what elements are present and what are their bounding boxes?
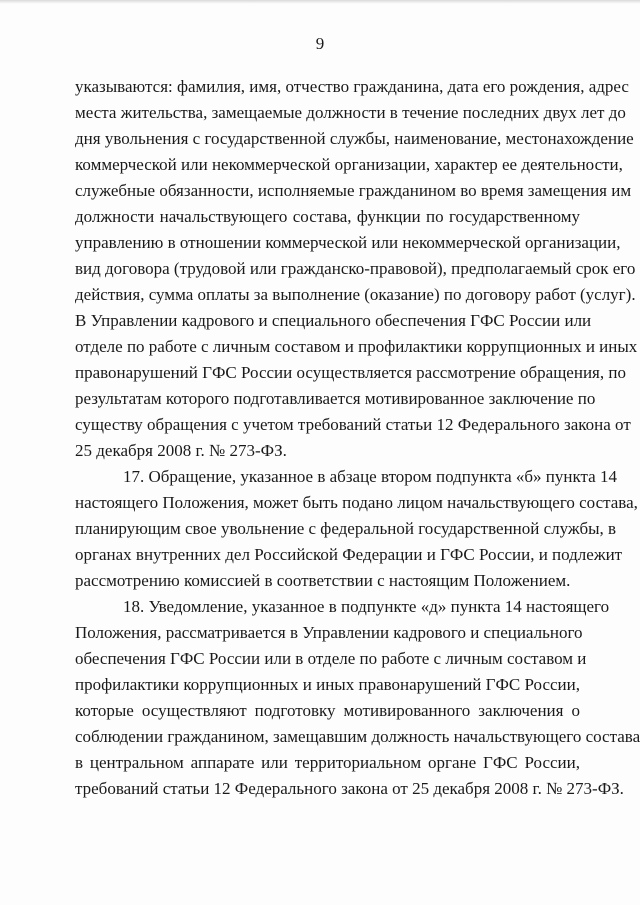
page-top-edge bbox=[0, 0, 640, 4]
text-line: в центральном аппарате или территориальном органе ГФС России, bbox=[75, 753, 580, 772]
text-line: вид договора (трудовой или гражданско-правовой), предполагаемый срок его bbox=[75, 259, 636, 278]
text-line: Положения, рассматривается в Управлении кадрового и специального bbox=[75, 623, 583, 642]
text-line: 17. Обращение, указанное в абзаце втором подпункта «б» пункта 14 bbox=[123, 467, 617, 486]
text-line: органах внутренних дел Российской Федерации и ГФС России, и подлежит bbox=[75, 545, 623, 564]
text-line: правонарушений ГФС России осуществляется рассмотрение обращения, по bbox=[75, 363, 626, 382]
text-line: которые осуществляют подготовку мотивированного заключения о bbox=[75, 701, 580, 720]
document-body bbox=[75, 74, 640, 802]
text-line: 25 декабря 2008 г. № 273-ФЗ. bbox=[75, 441, 287, 460]
text-line: действия, сумма оплаты за выполнение (оказание) по договору работ (услуг). bbox=[75, 285, 636, 304]
text-line: настоящего Положения, может быть подано лицом начальствующего состава, bbox=[75, 493, 638, 512]
text-line: рассмотрению комиссией в соответствии с настоящим Положением. bbox=[75, 571, 571, 590]
text-line: места жительства, замещаемые должности в течение последних двух лет до bbox=[75, 103, 626, 122]
text-line: планирующим свое увольнение с федеральной государственной службы, в bbox=[75, 519, 617, 538]
text-line: существу обращения с учетом требований статьи 12 Федерального закона от bbox=[75, 415, 631, 434]
text-line: коммерческой или некоммерческой организации, характер ее деятельности, bbox=[75, 155, 623, 174]
text-line: требований статьи 12 Федерального закона от 25 декабря 2008 г. № 273-ФЗ. bbox=[75, 779, 624, 798]
text-line: должности начальствующего состава, функции по государственному bbox=[75, 207, 580, 226]
text-line: В Управлении кадрового и специального обеспечения ГФС России или bbox=[75, 311, 592, 330]
text-line: указываются: фамилия, имя, отчество гражданина, дата его рождения, адрес bbox=[75, 77, 629, 96]
text-line: служебные обязанности, исполняемые гражданином во время замещения им bbox=[75, 181, 632, 200]
text-line: профилактики коррупционных и иных правонарушений ГФС России, bbox=[75, 675, 580, 694]
text-line: дня увольнения с государственной службы, наименование, местонахождение bbox=[75, 129, 634, 148]
text-line: управлению в отношении коммерческой или некоммерческой организации, bbox=[75, 233, 621, 252]
text-line: результатам которого подготавливается мотивированное заключение по bbox=[75, 389, 596, 408]
page-number: 9 bbox=[315, 34, 325, 53]
text-line: обеспечения ГФС России или в отделе по работе с личным составом и bbox=[75, 649, 587, 668]
text-line: соблюдении гражданином, замещавшим должность начальствующего состава bbox=[75, 727, 640, 746]
text-line: отделе по работе с личным составом и профилактики коррупционных и иных bbox=[75, 337, 638, 356]
text-line: 18. Уведомление, указанное в подпункте «д» пункта 14 настоящего bbox=[123, 597, 610, 616]
